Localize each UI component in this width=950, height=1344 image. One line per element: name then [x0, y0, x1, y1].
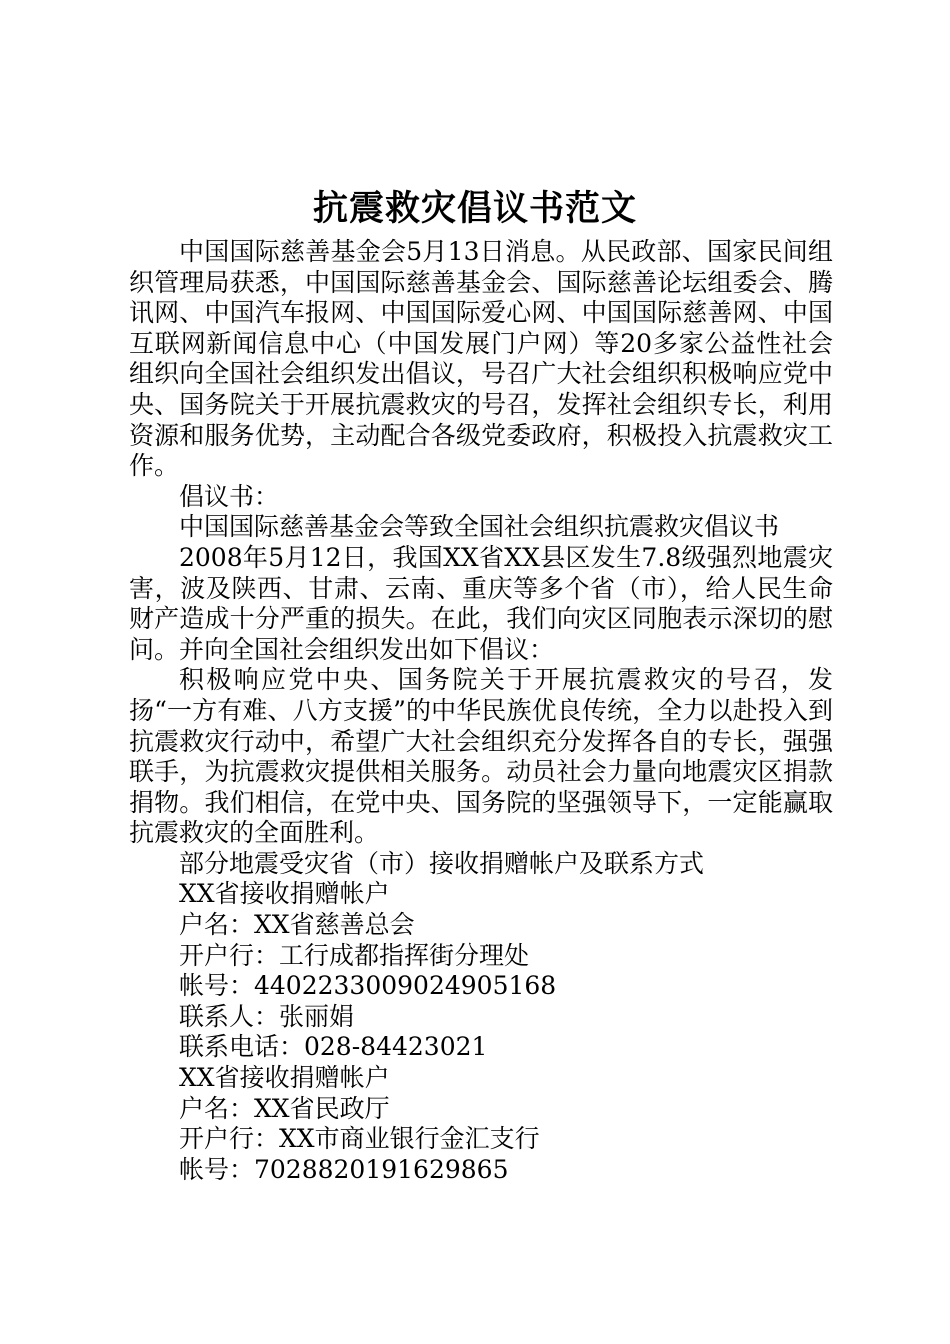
proposal-heading: 中国国际慈善基金会等致全国社会组织抗震救灾倡议书 — [179, 512, 780, 542]
account-2-bank: 开户行：XX市商业银行金汇支行 — [179, 1124, 540, 1154]
account-2-number: 帐号：7028820191629865 — [179, 1154, 509, 1184]
document-body — [129, 237, 833, 1185]
account-1-name: 户名：XX省慈善总会 — [179, 910, 415, 940]
account-2-header: XX省接收捐赠帐户 — [179, 1063, 390, 1093]
proposal-label: 倡议书： — [179, 481, 280, 511]
intro-paragraph: 中国国际慈善基金会5月13日消息。从民政部、国家民间组织管理局获悉，中国国际慈善基金会、国际慈善论坛组委会、腾讯网、中国汽车报网、中国国际爱心网、中国国际慈善网、中国互联网新闻信息中心（中国发展门户网）等20多家公益性社会组织向全国社会组织发出倡议，号召广大社会组织积极响应党中央、国务院关于开展抗震救灾的号召，发挥社会组织专长，利用资源和服务优势，主动配合各级党委政府，积极投入抗震救灾工作。 — [129, 237, 833, 481]
document-title: 抗震救灾倡议书范文 — [312, 188, 637, 229]
account-1-phone: 联系电话：028-84423021 — [179, 1032, 488, 1062]
appeal-paragraph: 积极响应党中央、国务院关于开展抗震救灾的号召，发扬“一方有难、八方支援”的中华民族优良传统，全力以赴投入到抗震救灾行动中，希望广大社会组织充分发挥各自的专长，强强联手，为抗震救灾提供相关服务。动员社会力量向地震灾区捐款捐物。我们相信，在党中央、国务院的坚强领导下，一定能赢取抗震救灾的全面胜利。 — [129, 665, 833, 848]
account-1-number: 帐号：4402233009024905168 — [179, 971, 557, 1001]
account-2-name: 户名：XX省民政厅 — [179, 1093, 390, 1123]
account-1-header: XX省接收捐赠帐户 — [179, 879, 390, 909]
event-paragraph: 2008年5月12日，我国XX省XX县区发生7.8级强烈地震灾害，波及陕西、甘肃、云南、重庆等多个省（市），给人民生命财产造成十分严重的损失。在此，我们向灾区同胞表示深切的慰问。并向全国社会组织发出如下倡议： — [129, 542, 833, 664]
account-1-contact: 联系人：张丽娟 — [179, 1001, 355, 1031]
account-1-bank: 开户行：工行成都指挥街分理处 — [179, 940, 530, 970]
accounts-heading: 部分地震受灾省（市）接收捐赠帐户及联系方式 — [179, 848, 705, 878]
